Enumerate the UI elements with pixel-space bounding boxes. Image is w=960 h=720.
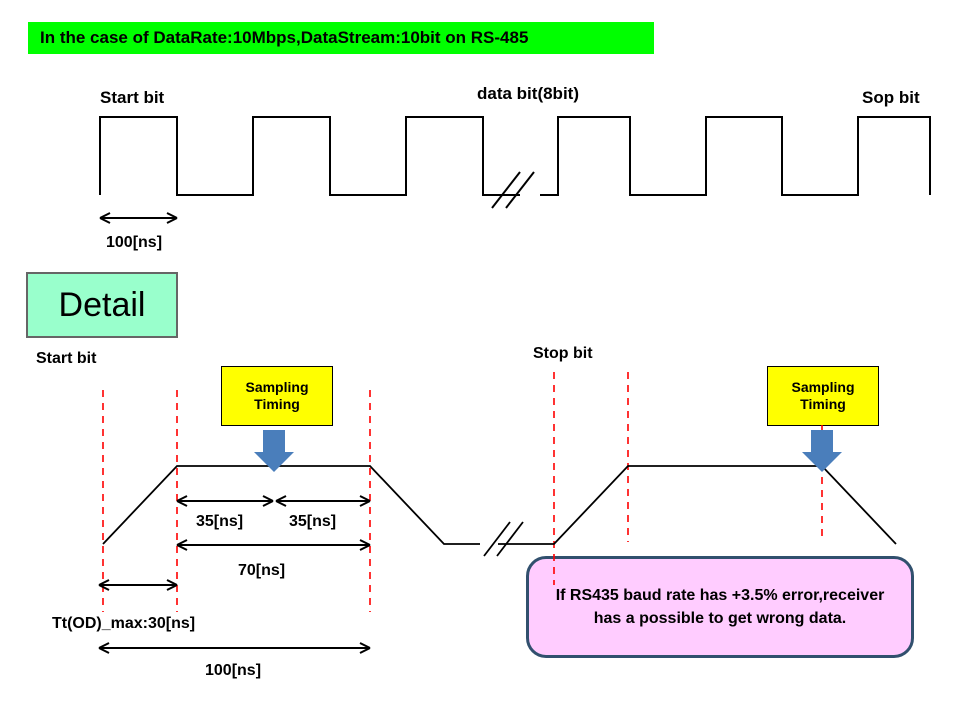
top-dimension-100ns-label: 100[ns] (106, 234, 163, 251)
title-banner-text: In the case of DataRate:10Mbps,DataStream:10bit on RS-485 (40, 28, 529, 47)
sampling-timing-box-1-line2: Timing (254, 396, 300, 412)
detail-waveform-trace-left (103, 466, 480, 544)
dimension-tt-od-label: Tt(OD)_max:30[ns] (52, 615, 196, 632)
dimension-70ns-label: 70[ns] (238, 562, 286, 579)
top-stop-bit-label: Sop bit (862, 88, 920, 107)
dimension-arrow-70ns (177, 540, 370, 550)
dimension-100ns-label: 100[ns] (205, 662, 262, 679)
top-waveform-trace-left (100, 117, 520, 195)
note-box-text: If RS435 baud rate has +3.5% error,receiver has a possible to get wrong data. (555, 586, 885, 627)
detail-waveform-break-mark-1 (484, 522, 510, 556)
detail-stop-bit-label: Stop bit (533, 345, 593, 362)
dimension-35ns-left-label: 35[ns] (196, 513, 244, 530)
top-start-bit-label: Start bit (100, 88, 165, 107)
dimension-arrow-35ns-left (177, 496, 273, 506)
detail-waveform-break-mark-2 (497, 522, 523, 556)
top-waveform-break-mark-1 (492, 172, 520, 208)
top-waveform-break-mark-2 (506, 172, 534, 208)
dimension-arrow-100ns-detail (99, 643, 370, 653)
top-data-bit-label: data bit(8bit) (477, 84, 579, 103)
dimension-35ns-right-label: 35[ns] (289, 513, 337, 530)
detail-heading-text: Detail (58, 285, 146, 324)
sampling-timing-box-2-line2: Timing (800, 396, 846, 412)
top-dimension-arrow-100ns (100, 213, 177, 223)
dimension-arrow-tt-od (99, 580, 177, 590)
detail-waveform-trace-right (498, 466, 896, 544)
dimension-arrow-35ns-right (276, 496, 370, 506)
detail-start-bit-label: Start bit (36, 350, 97, 367)
sampling-timing-box-2-line1: Sampling (791, 378, 855, 395)
top-waveform-trace-right (540, 117, 930, 195)
sampling-timing-box-1-line1: Sampling (245, 378, 309, 395)
